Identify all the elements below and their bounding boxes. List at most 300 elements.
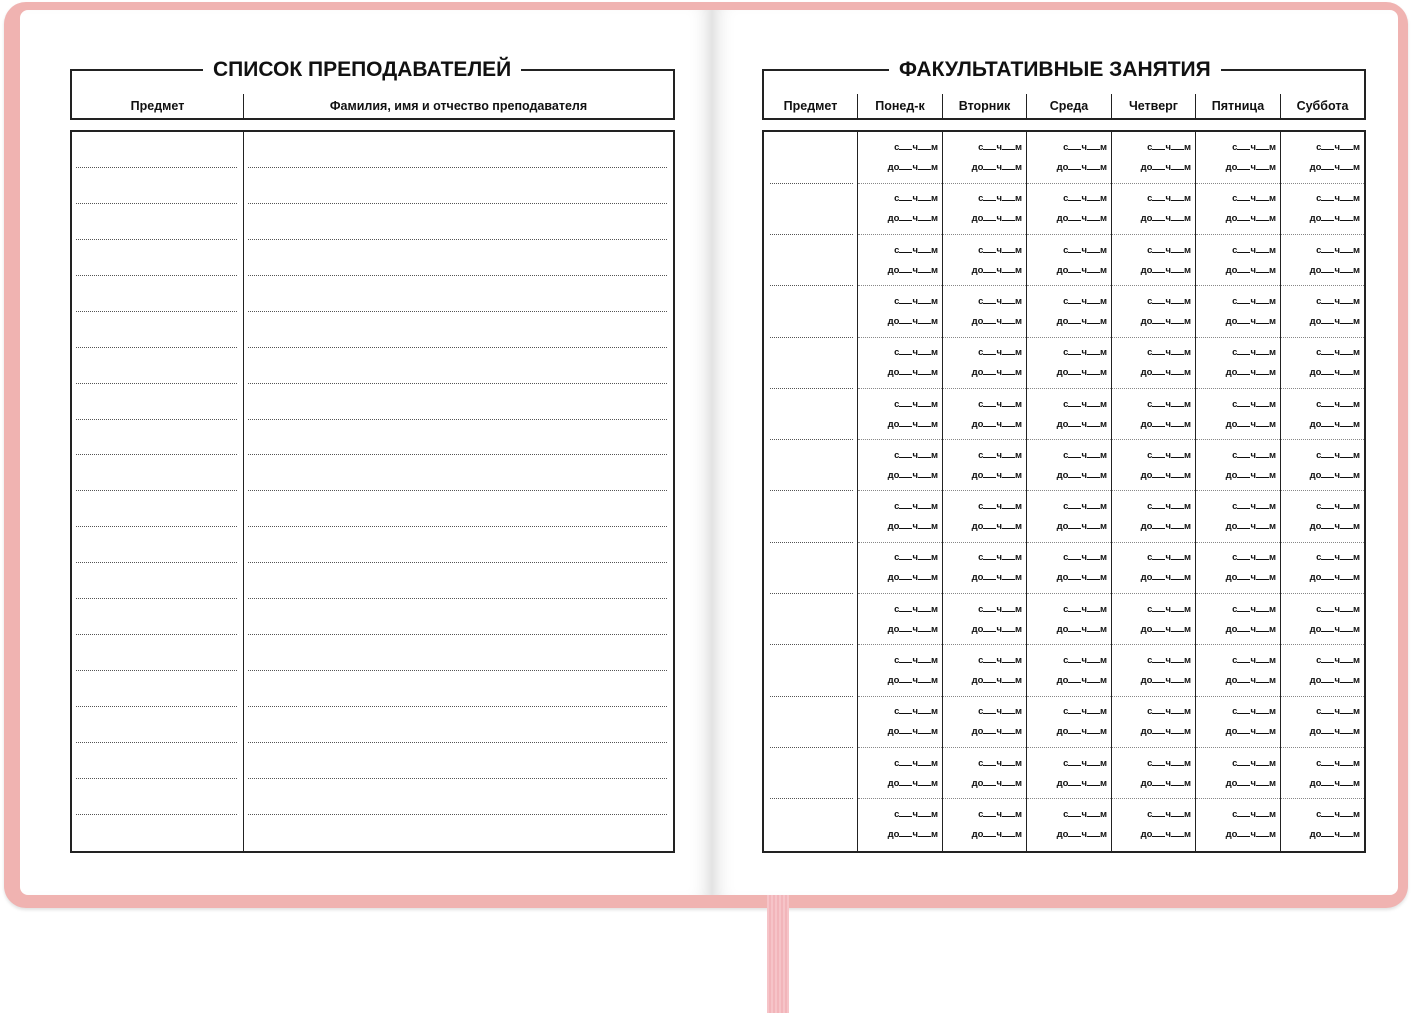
time-slot-saturday[interactable] (1281, 440, 1366, 491)
teacher-name-cell[interactable] (244, 707, 675, 743)
time-to-line[interactable] (1281, 517, 1364, 537)
teacher-name-cell[interactable] (244, 455, 675, 491)
subject-cell[interactable] (71, 384, 244, 420)
time-from-line[interactable] (943, 497, 1026, 517)
time-slot-tuesday[interactable] (943, 286, 1027, 337)
time-from-line[interactable] (1281, 446, 1364, 466)
time-from-line[interactable] (1196, 651, 1280, 671)
elective-subject-cell[interactable] (763, 491, 858, 542)
time-slot-friday[interactable] (1196, 389, 1281, 440)
time-to-line[interactable] (1027, 209, 1111, 229)
time-slot-thursday[interactable] (1112, 389, 1196, 440)
time-to-line[interactable] (1027, 158, 1111, 178)
time-slot-friday[interactable] (1196, 543, 1281, 594)
time-slot-friday[interactable] (1196, 799, 1281, 852)
subject-cell[interactable] (71, 815, 244, 852)
time-to-line[interactable] (1112, 363, 1195, 383)
time-slot-tuesday[interactable] (943, 799, 1027, 852)
time-to-line[interactable] (1281, 568, 1364, 588)
time-to-line[interactable] (943, 568, 1026, 588)
time-slot-tuesday[interactable] (943, 338, 1027, 389)
time-from-line[interactable] (943, 600, 1026, 620)
elective-subject-cell[interactable] (763, 697, 858, 748)
time-slot-friday[interactable] (1196, 235, 1281, 286)
time-to-line[interactable] (1281, 158, 1364, 178)
teacher-name-cell[interactable] (244, 671, 675, 707)
time-slot-friday[interactable] (1196, 286, 1281, 337)
time-slot-saturday[interactable] (1281, 543, 1366, 594)
time-from-line[interactable] (858, 395, 942, 415)
time-from-line[interactable] (1196, 600, 1280, 620)
teacher-name-cell[interactable] (244, 204, 675, 240)
time-slot-monday[interactable] (858, 338, 943, 389)
time-from-line[interactable] (1281, 497, 1364, 517)
time-from-line[interactable] (1112, 651, 1195, 671)
time-to-line[interactable] (858, 415, 942, 435)
time-from-line[interactable] (1027, 497, 1111, 517)
time-slot-monday[interactable] (858, 389, 943, 440)
time-to-line[interactable] (1281, 312, 1364, 332)
time-to-line[interactable] (943, 261, 1026, 281)
time-to-line[interactable] (943, 158, 1026, 178)
time-to-line[interactable] (1196, 363, 1280, 383)
time-slot-friday[interactable] (1196, 338, 1281, 389)
time-to-line[interactable] (943, 517, 1026, 537)
time-from-line[interactable] (1027, 651, 1111, 671)
teacher-name-cell[interactable] (244, 240, 675, 276)
time-to-line[interactable] (943, 363, 1026, 383)
time-from-line[interactable] (1196, 241, 1280, 261)
time-to-line[interactable] (943, 466, 1026, 486)
time-to-line[interactable] (858, 363, 942, 383)
time-to-line[interactable] (1196, 466, 1280, 486)
time-slot-monday[interactable] (858, 286, 943, 337)
time-from-line[interactable] (1196, 395, 1280, 415)
time-slot-monday[interactable] (858, 645, 943, 696)
time-to-line[interactable] (1112, 312, 1195, 332)
subject-cell[interactable] (71, 240, 244, 276)
time-from-line[interactable] (1112, 189, 1195, 209)
time-to-line[interactable] (1027, 825, 1111, 845)
time-to-line[interactable] (1196, 774, 1280, 794)
time-from-line[interactable] (943, 343, 1026, 363)
time-slot-wednesday[interactable] (1027, 799, 1112, 852)
time-slot-monday[interactable] (858, 748, 943, 799)
time-from-line[interactable] (1027, 292, 1111, 312)
time-to-line[interactable] (1196, 517, 1280, 537)
time-to-line[interactable] (1027, 722, 1111, 742)
time-from-line[interactable] (1027, 138, 1111, 158)
time-from-line[interactable] (1112, 548, 1195, 568)
time-from-line[interactable] (1027, 395, 1111, 415)
time-to-line[interactable] (858, 261, 942, 281)
subject-cell[interactable] (71, 527, 244, 563)
time-slot-thursday[interactable] (1112, 697, 1196, 748)
teacher-name-cell[interactable] (244, 599, 675, 635)
time-from-line[interactable] (1196, 548, 1280, 568)
time-to-line[interactable] (943, 209, 1026, 229)
time-from-line[interactable] (943, 548, 1026, 568)
teacher-name-cell[interactable] (244, 348, 675, 384)
subject-cell[interactable] (71, 131, 244, 168)
time-slot-tuesday[interactable] (943, 543, 1027, 594)
time-from-line[interactable] (943, 805, 1026, 825)
teacher-name-cell[interactable] (244, 420, 675, 456)
time-from-line[interactable] (943, 138, 1026, 158)
time-from-line[interactable] (858, 292, 942, 312)
time-slot-wednesday[interactable] (1027, 131, 1112, 184)
time-from-line[interactable] (1027, 343, 1111, 363)
time-from-line[interactable] (1027, 241, 1111, 261)
time-to-line[interactable] (1112, 209, 1195, 229)
elective-subject-cell[interactable] (763, 389, 858, 440)
time-from-line[interactable] (1281, 651, 1364, 671)
time-from-line[interactable] (1112, 805, 1195, 825)
time-slot-monday[interactable] (858, 543, 943, 594)
time-slot-wednesday[interactable] (1027, 748, 1112, 799)
time-to-line[interactable] (1281, 209, 1364, 229)
elective-subject-cell[interactable] (763, 748, 858, 799)
time-slot-tuesday[interactable] (943, 131, 1027, 184)
subject-cell[interactable] (71, 743, 244, 779)
time-from-line[interactable] (858, 446, 942, 466)
time-from-line[interactable] (858, 138, 942, 158)
subject-cell[interactable] (71, 204, 244, 240)
time-to-line[interactable] (1112, 774, 1195, 794)
time-slot-monday[interactable] (858, 799, 943, 852)
time-slot-wednesday[interactable] (1027, 235, 1112, 286)
time-to-line[interactable] (1196, 722, 1280, 742)
time-from-line[interactable] (1112, 395, 1195, 415)
time-slot-tuesday[interactable] (943, 645, 1027, 696)
time-from-line[interactable] (1196, 702, 1280, 722)
time-slot-monday[interactable] (858, 184, 943, 235)
time-to-line[interactable] (943, 774, 1026, 794)
time-to-line[interactable] (858, 466, 942, 486)
time-slot-tuesday[interactable] (943, 235, 1027, 286)
time-from-line[interactable] (1027, 189, 1111, 209)
teacher-name-cell[interactable] (244, 312, 675, 348)
time-slot-monday[interactable] (858, 697, 943, 748)
time-from-line[interactable] (1281, 189, 1364, 209)
subject-cell[interactable] (71, 491, 244, 527)
elective-subject-cell[interactable] (763, 338, 858, 389)
elective-subject-cell[interactable] (763, 543, 858, 594)
teacher-name-cell[interactable] (244, 815, 675, 852)
time-to-line[interactable] (1112, 620, 1195, 640)
time-from-line[interactable] (1112, 754, 1195, 774)
time-slot-friday[interactable] (1196, 184, 1281, 235)
time-to-line[interactable] (1027, 312, 1111, 332)
time-to-line[interactable] (1112, 158, 1195, 178)
time-to-line[interactable] (858, 209, 942, 229)
time-to-line[interactable] (1281, 671, 1364, 691)
time-slot-thursday[interactable] (1112, 645, 1196, 696)
time-slot-thursday[interactable] (1112, 338, 1196, 389)
time-slot-thursday[interactable] (1112, 131, 1196, 184)
teacher-name-cell[interactable] (244, 384, 675, 420)
subject-cell[interactable] (71, 348, 244, 384)
time-slot-saturday[interactable] (1281, 338, 1366, 389)
time-from-line[interactable] (1112, 600, 1195, 620)
time-slot-wednesday[interactable] (1027, 543, 1112, 594)
time-slot-tuesday[interactable] (943, 440, 1027, 491)
time-slot-tuesday[interactable] (943, 389, 1027, 440)
time-slot-wednesday[interactable] (1027, 184, 1112, 235)
time-to-line[interactable] (1027, 363, 1111, 383)
time-from-line[interactable] (1281, 805, 1364, 825)
time-slot-saturday[interactable] (1281, 799, 1366, 852)
time-to-line[interactable] (1027, 774, 1111, 794)
time-slot-friday[interactable] (1196, 594, 1281, 645)
teacher-name-cell[interactable] (244, 491, 675, 527)
time-slot-tuesday[interactable] (943, 748, 1027, 799)
time-from-line[interactable] (858, 805, 942, 825)
time-slot-saturday[interactable] (1281, 697, 1366, 748)
subject-cell[interactable] (71, 455, 244, 491)
subject-cell[interactable] (71, 312, 244, 348)
time-from-line[interactable] (1281, 754, 1364, 774)
subject-cell[interactable] (71, 779, 244, 815)
time-from-line[interactable] (1027, 702, 1111, 722)
time-slot-monday[interactable] (858, 131, 943, 184)
subject-cell[interactable] (71, 635, 244, 671)
time-slot-friday[interactable] (1196, 131, 1281, 184)
time-from-line[interactable] (943, 241, 1026, 261)
time-to-line[interactable] (1281, 415, 1364, 435)
elective-subject-cell[interactable] (763, 594, 858, 645)
time-slot-wednesday[interactable] (1027, 491, 1112, 542)
time-from-line[interactable] (858, 548, 942, 568)
elective-subject-cell[interactable] (763, 799, 858, 852)
time-from-line[interactable] (1112, 497, 1195, 517)
time-from-line[interactable] (858, 343, 942, 363)
teacher-name-cell[interactable] (244, 563, 675, 599)
time-slot-thursday[interactable] (1112, 594, 1196, 645)
time-to-line[interactable] (1027, 517, 1111, 537)
time-from-line[interactable] (1281, 343, 1364, 363)
time-slot-friday[interactable] (1196, 645, 1281, 696)
time-from-line[interactable] (1196, 446, 1280, 466)
time-from-line[interactable] (858, 600, 942, 620)
time-from-line[interactable] (1112, 241, 1195, 261)
time-to-line[interactable] (858, 568, 942, 588)
time-slot-thursday[interactable] (1112, 543, 1196, 594)
time-to-line[interactable] (1027, 671, 1111, 691)
time-to-line[interactable] (1281, 466, 1364, 486)
time-from-line[interactable] (858, 241, 942, 261)
teacher-name-cell[interactable] (244, 168, 675, 204)
time-slot-saturday[interactable] (1281, 184, 1366, 235)
time-to-line[interactable] (1027, 568, 1111, 588)
time-slot-saturday[interactable] (1281, 594, 1366, 645)
time-to-line[interactable] (1112, 722, 1195, 742)
time-slot-thursday[interactable] (1112, 491, 1196, 542)
time-slot-saturday[interactable] (1281, 286, 1366, 337)
time-to-line[interactable] (1196, 312, 1280, 332)
time-slot-saturday[interactable] (1281, 645, 1366, 696)
time-to-line[interactable] (943, 671, 1026, 691)
time-from-line[interactable] (1027, 600, 1111, 620)
time-to-line[interactable] (1112, 517, 1195, 537)
time-slot-thursday[interactable] (1112, 440, 1196, 491)
time-to-line[interactable] (858, 825, 942, 845)
time-to-line[interactable] (1196, 209, 1280, 229)
time-slot-saturday[interactable] (1281, 131, 1366, 184)
time-slot-thursday[interactable] (1112, 184, 1196, 235)
time-from-line[interactable] (1281, 138, 1364, 158)
time-from-line[interactable] (1112, 138, 1195, 158)
subject-cell[interactable] (71, 707, 244, 743)
teacher-name-cell[interactable] (244, 276, 675, 312)
time-from-line[interactable] (1196, 138, 1280, 158)
time-from-line[interactable] (943, 395, 1026, 415)
time-slot-wednesday[interactable] (1027, 440, 1112, 491)
time-to-line[interactable] (858, 312, 942, 332)
teacher-name-cell[interactable] (244, 743, 675, 779)
time-to-line[interactable] (1281, 363, 1364, 383)
time-slot-thursday[interactable] (1112, 799, 1196, 852)
time-to-line[interactable] (1027, 261, 1111, 281)
time-to-line[interactable] (1281, 774, 1364, 794)
time-from-line[interactable] (1027, 805, 1111, 825)
time-slot-wednesday[interactable] (1027, 594, 1112, 645)
time-from-line[interactable] (1196, 497, 1280, 517)
bookmark-ribbon[interactable] (767, 895, 789, 1013)
time-from-line[interactable] (858, 497, 942, 517)
time-to-line[interactable] (943, 722, 1026, 742)
time-from-line[interactable] (1281, 395, 1364, 415)
time-slot-saturday[interactable] (1281, 235, 1366, 286)
time-slot-monday[interactable] (858, 440, 943, 491)
time-from-line[interactable] (1196, 292, 1280, 312)
time-slot-friday[interactable] (1196, 748, 1281, 799)
time-from-line[interactable] (1112, 292, 1195, 312)
time-to-line[interactable] (858, 517, 942, 537)
time-to-line[interactable] (1281, 620, 1364, 640)
time-slot-saturday[interactable] (1281, 389, 1366, 440)
subject-cell[interactable] (71, 420, 244, 456)
time-from-line[interactable] (858, 651, 942, 671)
time-to-line[interactable] (1112, 466, 1195, 486)
time-slot-friday[interactable] (1196, 697, 1281, 748)
time-to-line[interactable] (1281, 722, 1364, 742)
time-from-line[interactable] (858, 754, 942, 774)
subject-cell[interactable] (71, 671, 244, 707)
time-to-line[interactable] (1027, 466, 1111, 486)
time-slot-saturday[interactable] (1281, 748, 1366, 799)
time-from-line[interactable] (1281, 548, 1364, 568)
time-from-line[interactable] (1281, 702, 1364, 722)
time-slot-friday[interactable] (1196, 491, 1281, 542)
time-slot-wednesday[interactable] (1027, 697, 1112, 748)
time-from-line[interactable] (1281, 292, 1364, 312)
time-to-line[interactable] (1196, 568, 1280, 588)
time-slot-wednesday[interactable] (1027, 338, 1112, 389)
time-from-line[interactable] (1027, 548, 1111, 568)
time-to-line[interactable] (858, 774, 942, 794)
time-to-line[interactable] (943, 825, 1026, 845)
time-from-line[interactable] (1027, 754, 1111, 774)
time-slot-tuesday[interactable] (943, 594, 1027, 645)
teacher-name-cell[interactable] (244, 779, 675, 815)
time-slot-wednesday[interactable] (1027, 286, 1112, 337)
time-slot-monday[interactable] (858, 491, 943, 542)
time-from-line[interactable] (943, 446, 1026, 466)
time-from-line[interactable] (1281, 241, 1364, 261)
elective-subject-cell[interactable] (763, 131, 858, 184)
time-to-line[interactable] (858, 671, 942, 691)
time-to-line[interactable] (1196, 671, 1280, 691)
time-to-line[interactable] (1196, 620, 1280, 640)
time-to-line[interactable] (1281, 261, 1364, 281)
time-slot-thursday[interactable] (1112, 748, 1196, 799)
time-from-line[interactable] (1196, 343, 1280, 363)
time-slot-tuesday[interactable] (943, 697, 1027, 748)
time-from-line[interactable] (1027, 446, 1111, 466)
time-from-line[interactable] (1196, 805, 1280, 825)
time-to-line[interactable] (1196, 158, 1280, 178)
time-slot-monday[interactable] (858, 235, 943, 286)
time-slot-tuesday[interactable] (943, 184, 1027, 235)
time-slot-wednesday[interactable] (1027, 389, 1112, 440)
time-to-line[interactable] (858, 620, 942, 640)
time-to-line[interactable] (1196, 261, 1280, 281)
subject-cell[interactable] (71, 599, 244, 635)
time-from-line[interactable] (943, 651, 1026, 671)
subject-cell[interactable] (71, 168, 244, 204)
time-from-line[interactable] (1196, 754, 1280, 774)
time-to-line[interactable] (1027, 620, 1111, 640)
time-from-line[interactable] (943, 754, 1026, 774)
time-to-line[interactable] (858, 158, 942, 178)
time-to-line[interactable] (1196, 415, 1280, 435)
time-from-line[interactable] (858, 189, 942, 209)
time-to-line[interactable] (943, 415, 1026, 435)
time-to-line[interactable] (943, 312, 1026, 332)
time-from-line[interactable] (1112, 343, 1195, 363)
time-to-line[interactable] (1281, 825, 1364, 845)
time-to-line[interactable] (1112, 415, 1195, 435)
time-to-line[interactable] (1112, 671, 1195, 691)
time-slot-tuesday[interactable] (943, 491, 1027, 542)
time-from-line[interactable] (1112, 702, 1195, 722)
teacher-name-cell[interactable] (244, 527, 675, 563)
time-to-line[interactable] (1112, 568, 1195, 588)
time-from-line[interactable] (1112, 446, 1195, 466)
subject-cell[interactable] (71, 563, 244, 599)
time-slot-thursday[interactable] (1112, 286, 1196, 337)
time-to-line[interactable] (1112, 261, 1195, 281)
teacher-name-cell[interactable] (244, 131, 675, 168)
time-slot-saturday[interactable] (1281, 491, 1366, 542)
time-to-line[interactable] (943, 620, 1026, 640)
time-from-line[interactable] (1281, 600, 1364, 620)
time-to-line[interactable] (1027, 415, 1111, 435)
elective-subject-cell[interactable] (763, 235, 858, 286)
time-slot-thursday[interactable] (1112, 235, 1196, 286)
elective-subject-cell[interactable] (763, 645, 858, 696)
subject-cell[interactable] (71, 276, 244, 312)
time-from-line[interactable] (943, 189, 1026, 209)
time-from-line[interactable] (943, 292, 1026, 312)
time-slot-friday[interactable] (1196, 440, 1281, 491)
time-from-line[interactable] (1196, 189, 1280, 209)
time-slot-wednesday[interactable] (1027, 645, 1112, 696)
time-from-line[interactable] (943, 702, 1026, 722)
time-to-line[interactable] (1196, 825, 1280, 845)
elective-subject-cell[interactable] (763, 184, 858, 235)
